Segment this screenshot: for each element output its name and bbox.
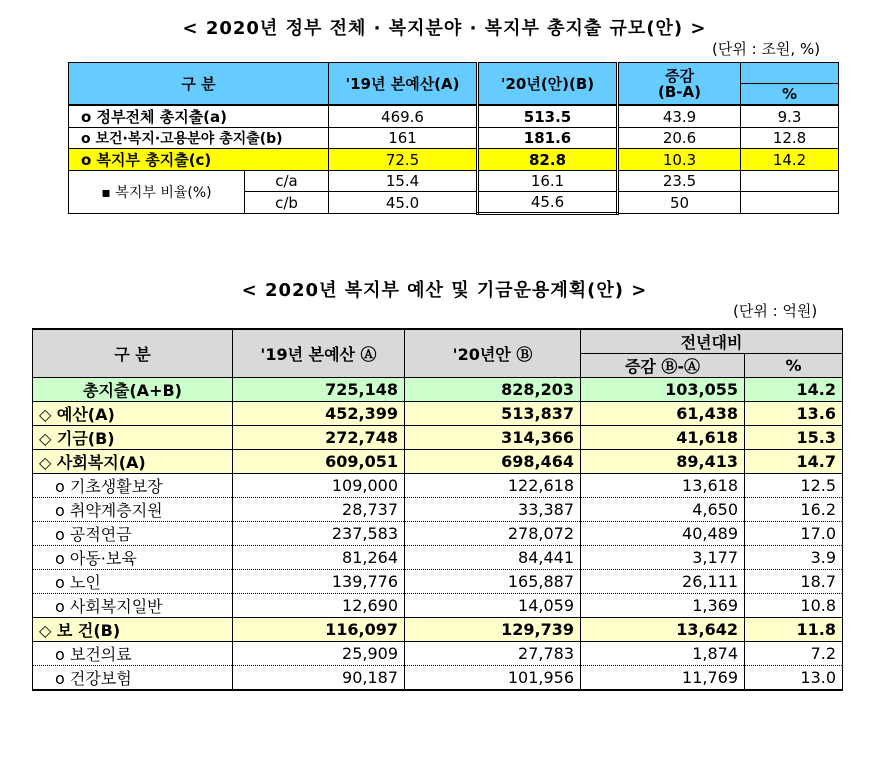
cell-y19: 161 (329, 128, 478, 149)
cell-y19: 725,148 (233, 378, 405, 402)
row-label: o 보건·복지·고용분야 총지출(b) (69, 128, 329, 149)
table-row (33, 594, 843, 618)
cell-pct: 18.7 (745, 570, 843, 594)
cell-change: 1,874 (581, 642, 745, 666)
cell-y20: 513.5 (478, 105, 618, 128)
cell-y20: 698,464 (405, 450, 581, 474)
cell-y19: 72.5 (329, 149, 478, 171)
cell-y20: 129,739 (405, 618, 581, 642)
cell-pct: 12.8 (741, 128, 839, 149)
cell-y20: 27,783 (405, 642, 581, 666)
row-label: ◇ 보 건(B) (33, 618, 233, 642)
header-2019-budget: '19년 본예산(A) (329, 63, 478, 106)
table2-title: < 2020년 복지부 예산 및 기금운용계획(안) > (241, 280, 648, 301)
ratio-key: c/a (245, 171, 329, 192)
cell-y20: 122,618 (405, 474, 581, 498)
row-label: o 아동·보육 (33, 546, 233, 570)
budget-detail-table (32, 328, 843, 691)
cell-pct: 15.3 (745, 426, 843, 450)
cell-change: 1,369 (581, 594, 745, 618)
header-2020-budget: '20년(안)(B) (478, 63, 618, 106)
table1-title: < 2020년 정부 전체 · 복지분야 · 복지부 총지출 규모(안) > (182, 18, 707, 39)
cell-y20: 181.6 (478, 128, 618, 149)
cell-pct: 16.2 (745, 498, 843, 522)
header-category: 구 분 (69, 63, 329, 106)
cell-y20: 314,366 (405, 426, 581, 450)
cell-change: 103,055 (581, 378, 745, 402)
cell-y19: 81,264 (233, 546, 405, 570)
ratio-label: ▪ 복지부 비율(%) (69, 171, 245, 214)
header-change: 증감 Ⓑ-Ⓐ (581, 354, 745, 378)
cell-pct: 13.6 (745, 402, 843, 426)
cell-y20: 16.1 (478, 171, 618, 192)
cell-y19: 12,690 (233, 594, 405, 618)
table-row (33, 570, 843, 594)
cell-change: 50 (618, 192, 741, 214)
cell-y19: 139,776 (233, 570, 405, 594)
header-pct: % (745, 354, 843, 378)
cell-pct (741, 171, 839, 192)
cell-y20: 513,837 (405, 402, 581, 426)
header-pct: % (741, 84, 839, 106)
cell-change: 10.3 (618, 149, 741, 171)
cell-pct: 11.8 (745, 618, 843, 642)
cell-y20: 14,059 (405, 594, 581, 618)
cell-change: 4,650 (581, 498, 745, 522)
row-label: o 취약계층지원 (33, 498, 233, 522)
cell-y20: 101,956 (405, 666, 581, 691)
cell-pct: 13.0 (745, 666, 843, 691)
cell-y20: 165,887 (405, 570, 581, 594)
cell-y19: 15.4 (329, 171, 478, 192)
row-label: o 건강보험 (33, 666, 233, 691)
row-label: o 기초생활보장 (33, 474, 233, 498)
cell-change: 23.5 (618, 171, 741, 192)
cell-pct: 9.3 (741, 105, 839, 128)
header-yoy: 전년대비 (581, 329, 843, 354)
table1-unit: (단위 : 조원, %) (712, 40, 821, 58)
cell-y19: 109,000 (233, 474, 405, 498)
cell-pct (741, 192, 839, 214)
table-row (33, 426, 843, 450)
table-row (33, 522, 843, 546)
header-change-line1: 증감 (665, 66, 694, 85)
cell-change: 26,111 (581, 570, 745, 594)
cell-y19: 25,909 (233, 642, 405, 666)
cell-y19: 609,051 (233, 450, 405, 474)
cell-y20: 82.8 (478, 149, 618, 171)
cell-y19: 28,737 (233, 498, 405, 522)
table-row (33, 450, 843, 474)
row-label: o 사회복지일반 (33, 594, 233, 618)
row-label: o 공적연금 (33, 522, 233, 546)
cell-pct: 7.2 (745, 642, 843, 666)
cell-change: 20.6 (618, 128, 741, 149)
cell-pct: 12.5 (745, 474, 843, 498)
cell-pct: 17.0 (745, 522, 843, 546)
header-pct-spacer (741, 63, 839, 84)
budget-summary-table (68, 62, 839, 215)
table-row (33, 402, 843, 426)
cell-pct: 3.9 (745, 546, 843, 570)
cell-pct: 14.2 (745, 378, 843, 402)
cell-y20: 84,441 (405, 546, 581, 570)
cell-change: 41,618 (581, 426, 745, 450)
table-row (33, 498, 843, 522)
cell-y20: 828,203 (405, 378, 581, 402)
cell-y20: 33,387 (405, 498, 581, 522)
table2-unit: (단위 : 억원) (733, 302, 818, 320)
header-2019-budget: '19년 본예산 Ⓐ (233, 329, 405, 378)
cell-change: 3,177 (581, 546, 745, 570)
cell-y19: 90,187 (233, 666, 405, 691)
table-row (69, 128, 839, 149)
row-label: o 복지부 총지출(c) (69, 149, 329, 171)
header-2020-budget: '20년안 Ⓑ (405, 329, 581, 378)
cell-y19: 116,097 (233, 618, 405, 642)
cell-change: 43.9 (618, 105, 741, 128)
cell-change: 89,413 (581, 450, 745, 474)
cell-y20: 45.6 (478, 192, 618, 214)
cell-change: 11,769 (581, 666, 745, 691)
row-label: o 정부전체 총지출(a) (69, 105, 329, 128)
header-category: 구 분 (33, 329, 233, 378)
cell-change: 13,618 (581, 474, 745, 498)
cell-pct: 10.8 (745, 594, 843, 618)
table-row (33, 546, 843, 570)
cell-pct: 14.2 (741, 149, 839, 171)
cell-change: 61,438 (581, 402, 745, 426)
table-row (69, 105, 839, 128)
row-label: 총지출(A+B) (33, 378, 233, 402)
table-row (69, 149, 839, 171)
row-label: ◇ 사회복지(A) (33, 450, 233, 474)
header-change-line2: (B-A) (658, 82, 701, 101)
cell-y20: 278,072 (405, 522, 581, 546)
cell-y19: 469.6 (329, 105, 478, 128)
ratio-key: c/b (245, 192, 329, 214)
table-row (69, 171, 839, 192)
table-row (33, 378, 843, 402)
cell-change: 13,642 (581, 618, 745, 642)
cell-y19: 45.0 (329, 192, 478, 214)
cell-y19: 452,399 (233, 402, 405, 426)
header-change (618, 63, 741, 106)
cell-y19: 272,748 (233, 426, 405, 450)
row-label: o 노인 (33, 570, 233, 594)
row-label: o 보건의료 (33, 642, 233, 666)
table-row (33, 618, 843, 642)
cell-y19: 237,583 (233, 522, 405, 546)
table-row (33, 474, 843, 498)
table-row (33, 642, 843, 666)
table-row (33, 666, 843, 691)
row-label: ◇ 예산(A) (33, 402, 233, 426)
cell-change: 40,489 (581, 522, 745, 546)
cell-pct: 14.7 (745, 450, 843, 474)
row-label: ◇ 기금(B) (33, 426, 233, 450)
